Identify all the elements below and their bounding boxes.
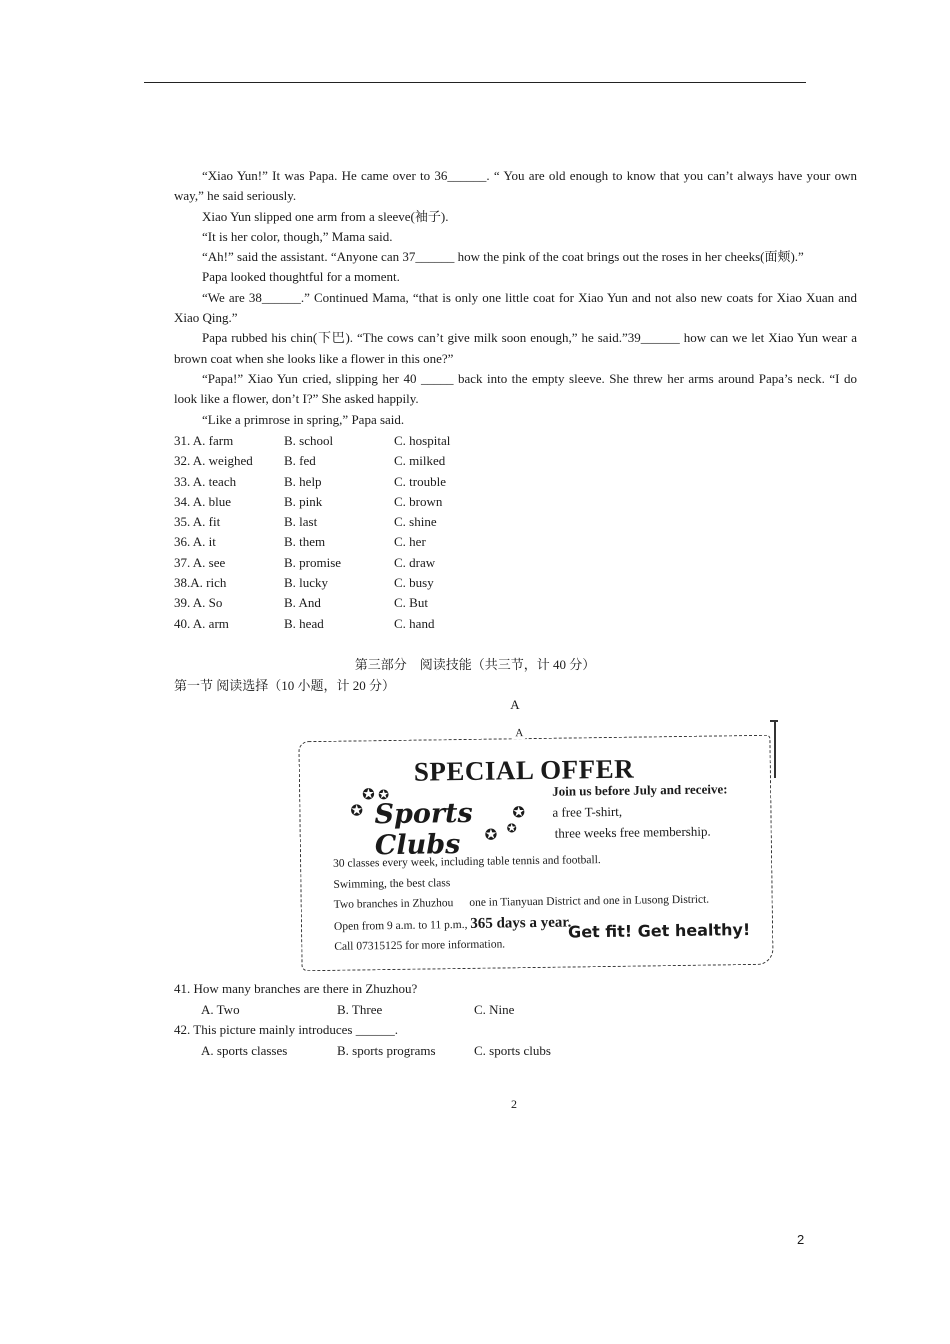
option-b: B. Three [337, 1001, 383, 1017]
ad-line-part: one in Tianyuan District and one in Lusong District. [469, 893, 710, 909]
ad-title: SPECIAL OFFER [413, 753, 635, 787]
passage-letter: A [510, 697, 520, 712]
option-c: C. draw [394, 554, 436, 570]
option-c: C. Nine [474, 1001, 515, 1017]
paragraph: Papa rubbed his chin(下巴). “The cows can’t give milk soon enough,” he said.”39______ how can we let Xiao Yun wear a brown coat when she looks like a flower in this one?” [174, 330, 857, 366]
star-icon: ✪ [512, 805, 526, 822]
option-row [174, 431, 450, 451]
question-options [174, 1041, 551, 1062]
option-row [174, 573, 450, 593]
paragraph: Xiao Yun slipped one arm from a sleeve(袖子). [202, 208, 449, 224]
star-icon: ✪ [484, 827, 498, 844]
option-a: 40. A. arm [174, 615, 229, 631]
ball-icon: ✪ [378, 787, 390, 803]
option-row [174, 492, 450, 512]
offer-join: Join us before July and receive: [552, 781, 728, 799]
logo-text: Sports Clubs [374, 797, 473, 862]
option-a: A. Two [201, 1001, 240, 1017]
option-b: B. And [284, 595, 321, 611]
option-c: C. sports clubs [474, 1042, 551, 1058]
option-row [174, 472, 450, 492]
option-c: C. busy [394, 575, 434, 591]
paragraph: Papa looked thoughtful for a moment. [202, 269, 400, 285]
option-c: C. But [394, 595, 428, 611]
option-b: B. fed [284, 453, 316, 469]
option-a: 33. A. teach [174, 473, 237, 489]
option-c: C. milked [394, 453, 446, 469]
option-b: B. promise [284, 554, 342, 570]
ad-line-part: Open from 9 a.m. to 11 p.m., [333, 918, 468, 933]
option-row [174, 451, 450, 471]
paragraph: “It is her color, though,” Mama said. [202, 228, 393, 244]
option-a: 35. A. fit [174, 514, 221, 530]
option-b: B. sports programs [337, 1042, 436, 1058]
option-c: C. shine [394, 514, 437, 530]
offer-perk: three weeks free membership. [554, 823, 711, 841]
option-row [174, 553, 450, 573]
option-c: C. hand [394, 615, 435, 631]
sports-clubs-logo [348, 785, 539, 862]
runner-icon: ✪ [362, 787, 375, 804]
paragraph: “Ah!” said the assistant. “Anyone can 37______ how the pink of the coat brings out the roses in her cheeks(面颊).” [202, 249, 804, 265]
star-icon: ✪ [350, 803, 364, 820]
special-offer-ad [298, 727, 773, 972]
paragraph: “We are 38______.” Continued Mama, “that is only one little coat for Xiao Yun and not also new coats for Xiao Xuan and Xiao Qing.” [174, 289, 857, 326]
option-c: C. hospital [394, 433, 451, 448]
ad-offer-details [552, 778, 728, 843]
option-c: C. trouble [394, 473, 446, 489]
option-b: B. lucky [284, 575, 329, 591]
section1-heading: 第一节 阅读选择（10 小题，计 20 分） [174, 678, 396, 693]
option-a: 39. A. So [174, 595, 223, 611]
ad-info [333, 849, 710, 958]
option-a: 38.A. rich [174, 575, 227, 591]
option-b: B. them [284, 534, 326, 550]
option-a: A. sports classes [201, 1042, 288, 1058]
scan-mark [774, 720, 779, 778]
ad-slogan: Get fit! Get healthy! [567, 920, 751, 942]
option-a: 31. A. farm [174, 433, 234, 448]
option-row [174, 614, 450, 634]
option-c: C. brown [394, 493, 443, 509]
option-row [174, 532, 450, 552]
option-a: 37. A. see [174, 554, 226, 570]
ad-letter: A [515, 727, 524, 740]
option-b: B. help [284, 473, 322, 489]
option-c: C. her [394, 534, 426, 550]
header-rule [144, 82, 806, 83]
part3-heading: 第三部分 阅读技能（共三节，计 40 分） [354, 657, 596, 672]
question-stem: 41. How many branches are there in Zhuzhou? [174, 981, 418, 996]
ad-line: 30 classes every week, including table tennis and football. [333, 854, 601, 870]
page-number: 2 [511, 1097, 517, 1111]
ad-line: Swimming, the best class [333, 876, 451, 891]
reading-questions [174, 979, 551, 1061]
option-b: B. school [284, 433, 334, 448]
option-a: 34. A. blue [174, 493, 232, 509]
option-row [174, 512, 450, 532]
cloze-options [174, 431, 450, 634]
question-options [174, 1000, 551, 1021]
option-row [174, 593, 450, 613]
page-number-corner: 2 [797, 1232, 805, 1247]
option-b: B. last [284, 514, 318, 530]
ad-line-part: Two branches in Zhuzhou [333, 897, 454, 911]
paragraph: “Papa!” Xiao Yun cried, slipping her 40 _____ back into the empty sleeve. She threw her arms around Papa’s neck. “I do look like a flower, don’t I?” She asked happily. [174, 370, 857, 407]
scan-mark [770, 720, 778, 722]
offer-perk: a free T-shirt, [552, 803, 623, 820]
option-b: B. pink [284, 493, 323, 509]
paragraph: “Like a primrose in spring,” Papa said. [202, 411, 405, 427]
option-b: B. head [284, 615, 324, 631]
ad-line-part: 365 days a year. [470, 914, 572, 932]
cloze-passage [174, 166, 857, 430]
paragraph: “Xiao Yun!” It was Papa. He came over to 36______. “ You are old enough to know that you can’t always have your own way,” he said seriously. [174, 168, 857, 204]
option-a: 32. A. weighed [174, 453, 253, 469]
option-a: 36. A. it [174, 534, 216, 550]
ball-icon: ✪ [506, 821, 517, 836]
ad-line: Call 07315125 for more information. [334, 938, 506, 953]
question-stem: 42. This picture mainly introduces ______. [174, 1022, 398, 1037]
